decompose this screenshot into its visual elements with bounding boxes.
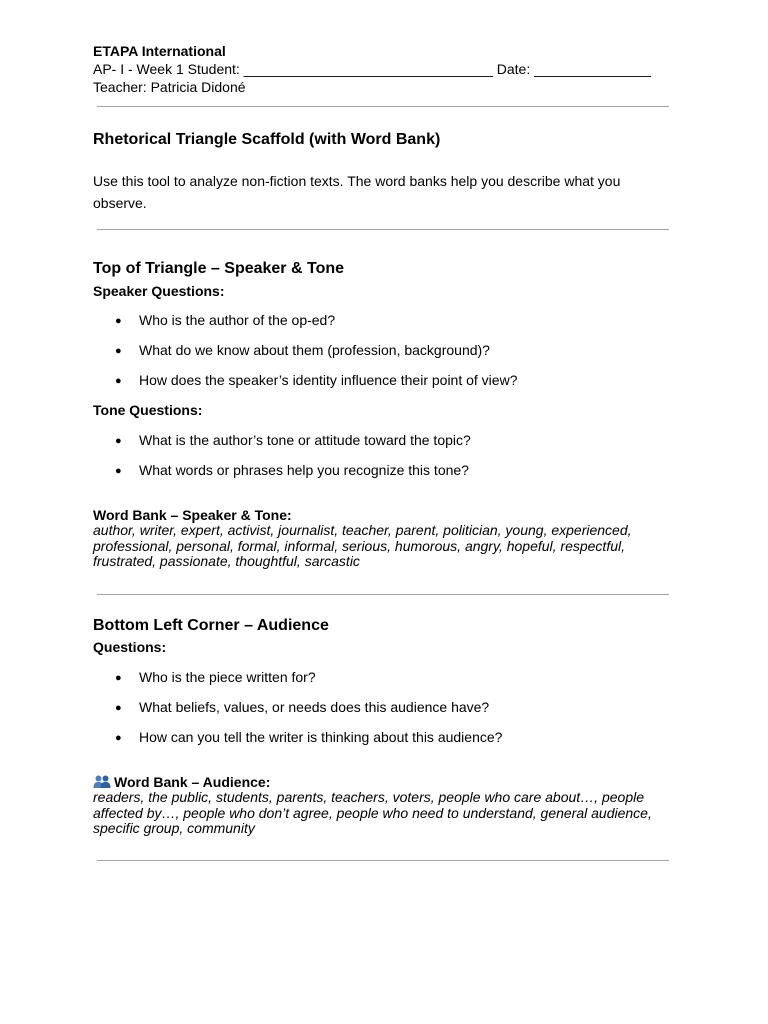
list-item <box>115 729 502 745</box>
speaker-word-bank-label: Word Bank – Speaker & Tone: <box>93 507 292 523</box>
intro-text: Use this tool to analyze non-fiction texts. The word banks help you describe what you observe. <box>93 173 621 211</box>
speaker-questions-label: Speaker Questions: <box>93 283 225 299</box>
list-item <box>115 432 471 448</box>
speaker-word-bank: author, writer, expert, activist, journalist, teacher, parent, politician, young, experienced, professional, personal, formal, informal, serious, humorous, angry, hopeful, respectful, frustrated, passionate, thoughtful, sarcastic <box>93 522 632 569</box>
divider <box>97 229 669 230</box>
student-date-line: AP- I - Week 1 Student: ________________________________ Date: _______________ <box>93 61 651 77</box>
list-item <box>115 342 490 358</box>
page-title: Rhetorical Triangle Scaffold (with Word Bank) <box>93 131 441 148</box>
audience-heading: Bottom Left Corner – Audience <box>93 617 329 634</box>
question-text: How can you tell the writer is thinking about this audience? <box>139 729 503 745</box>
speaker-tone-heading: Top of Triangle – Speaker & Tone <box>93 260 345 277</box>
question-text: What do we know about them (profession, background)? <box>139 342 490 358</box>
audience-questions-label: Questions: <box>93 639 167 655</box>
teacher-name: Teacher: Patricia Didoné <box>93 79 246 95</box>
list-item <box>115 462 469 478</box>
question-text: What is the author’s tone or attitude toward the topic? <box>139 432 471 448</box>
list-item <box>115 312 335 328</box>
question-text: What words or phrases help you recognize this tone? <box>139 462 469 478</box>
audience-word-bank-label: Word Bank – Audience: <box>114 774 271 790</box>
bullet-icon: ● <box>115 315 122 327</box>
tone-questions-label: Tone Questions: <box>93 402 203 418</box>
question-text: How does the speaker’s identity influence their point of view? <box>139 372 518 388</box>
list-item <box>115 669 316 685</box>
people-icon <box>93 775 111 788</box>
audience-word-bank-title <box>93 774 270 790</box>
list-item <box>115 372 517 388</box>
list-item <box>115 699 489 715</box>
bullet-icon: ● <box>115 435 122 447</box>
audience-word-bank: readers, the public, students, parents, teachers, voters, people who care about…, people affected by…, people who don’t agree, people who need to understand, general audience, specific group, community <box>93 789 652 836</box>
bullet-icon: ● <box>115 375 122 387</box>
school-name: ETAPA International <box>93 43 226 59</box>
bullet-icon: ● <box>115 732 122 744</box>
divider <box>97 106 669 107</box>
divider <box>97 594 669 595</box>
bullet-icon: ● <box>115 345 122 357</box>
bullet-icon: ● <box>115 672 122 684</box>
divider <box>97 860 669 861</box>
question-text: Who is the author of the op-ed? <box>139 312 336 328</box>
question-text: Who is the piece written for? <box>139 669 316 685</box>
bullet-icon: ● <box>115 465 122 477</box>
question-text: What beliefs, values, or needs does this audience have? <box>139 699 490 715</box>
bullet-icon: ● <box>115 702 122 714</box>
